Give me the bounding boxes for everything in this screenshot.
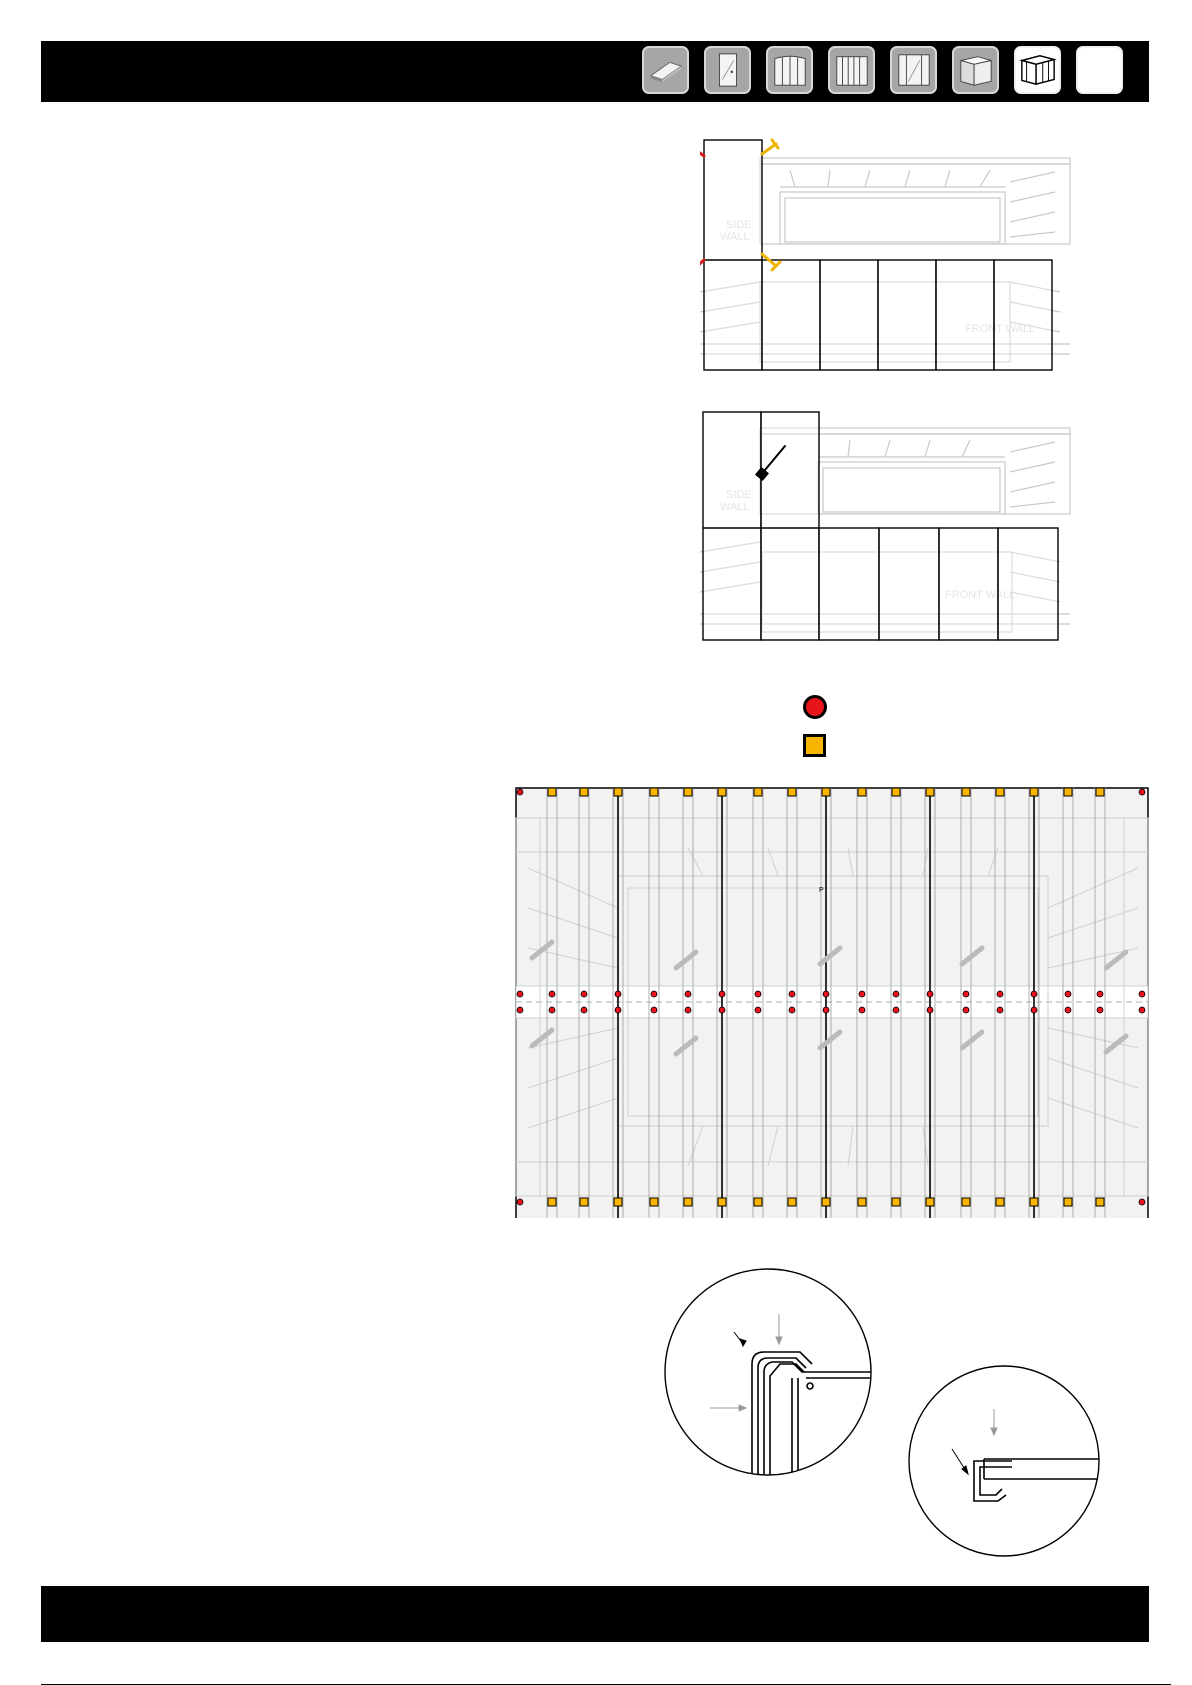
circle-marker (719, 1007, 725, 1013)
circle-marker (755, 1007, 761, 1013)
square-marker (614, 1198, 622, 1206)
circle-marker (685, 991, 691, 997)
circle-marker (517, 1199, 523, 1205)
shed-frame-icon[interactable] (952, 46, 999, 94)
square-marker (684, 1198, 692, 1206)
center-label: P (819, 887, 824, 894)
circle-marker (859, 991, 865, 997)
square-marker (892, 788, 900, 796)
square-marker (754, 788, 762, 796)
floor-icon[interactable] (642, 46, 689, 94)
circle-marker (1031, 991, 1037, 997)
circle-marker (517, 789, 523, 795)
circle-marker (517, 991, 523, 997)
square-marker (788, 788, 796, 796)
circle-marker (997, 991, 1003, 997)
square-marker (1030, 788, 1038, 796)
square-marker (788, 1198, 796, 1206)
square-marker (650, 1198, 658, 1206)
circle-marker (927, 991, 933, 997)
circle-marker (755, 991, 761, 997)
shed-assembled-icon[interactable] (1014, 46, 1061, 94)
door-frame-icon[interactable] (890, 46, 937, 94)
circle-marker (615, 991, 621, 997)
circle-marker (1139, 789, 1145, 795)
circle-marker (823, 1007, 829, 1013)
square-marker (614, 788, 622, 796)
square-marker (1064, 1198, 1072, 1206)
circle-marker (1097, 991, 1103, 997)
square-marker (926, 788, 934, 796)
circle-marker (549, 991, 555, 997)
corner-flashing-detail (660, 1268, 878, 1476)
square-marker (650, 788, 658, 796)
circle-marker (1139, 1199, 1145, 1205)
assembly-diagram-1 (700, 132, 1090, 382)
square-marker (1064, 788, 1072, 796)
circle-marker (549, 1007, 555, 1013)
circle-marker (517, 1007, 523, 1013)
circle-marker (1097, 1007, 1103, 1013)
circle-marker (581, 1007, 587, 1013)
circle-marker (789, 1007, 795, 1013)
circle-marker (1065, 1007, 1071, 1013)
square-marker (580, 788, 588, 796)
square-marker (926, 1198, 934, 1206)
roof-plan-background (516, 788, 1148, 1218)
square-marker (822, 1198, 830, 1206)
circle-marker (581, 991, 587, 997)
wall-panels-icon[interactable] (766, 46, 813, 94)
circle-marker (1139, 1007, 1145, 1013)
circle-marker (719, 991, 725, 997)
circle-marker (963, 991, 969, 997)
circle-marker (859, 1007, 865, 1013)
footer-bar (41, 1586, 1149, 1642)
square-marker (548, 1198, 556, 1206)
wall-panels-alt-icon[interactable] (828, 46, 875, 94)
circle-marker (823, 991, 829, 997)
door-panel-icon[interactable] (704, 46, 751, 94)
square-marker (1096, 788, 1104, 796)
circle-marker (1065, 991, 1071, 997)
header-bar (41, 41, 1149, 102)
square-marker (858, 1198, 866, 1206)
square-marker-icon (803, 734, 826, 757)
gutter-profile-detail (904, 1361, 1104, 1561)
square-marker (684, 788, 692, 796)
blank-step-icon[interactable] (1076, 46, 1123, 94)
square-marker (996, 788, 1004, 796)
legend (800, 694, 832, 766)
square-marker (1030, 1198, 1038, 1206)
circle-marker (893, 1007, 899, 1013)
square-marker (996, 1198, 1004, 1206)
square-marker (580, 1198, 588, 1206)
circle-marker (615, 1007, 621, 1013)
circle-marker (927, 1007, 933, 1013)
circle-marker (789, 991, 795, 997)
circle-marker (651, 991, 657, 997)
wall-panels (703, 412, 1058, 640)
square-marker (822, 788, 830, 796)
square-marker (1096, 1198, 1104, 1206)
wall-panels (704, 140, 1052, 370)
circle-marker-icon (803, 695, 827, 719)
square-marker (548, 788, 556, 796)
square-marker (962, 1198, 970, 1206)
circle-marker (685, 1007, 691, 1013)
circle-marker (651, 1007, 657, 1013)
square-marker (754, 1198, 762, 1206)
assembly-diagram-2 (700, 402, 1090, 652)
circle-marker (997, 1007, 1003, 1013)
square-marker (858, 788, 866, 796)
circle-marker (963, 1007, 969, 1013)
circle-marker (893, 991, 899, 997)
square-marker (892, 1198, 900, 1206)
circle-marker (1139, 991, 1145, 997)
roof-fixing-plan (508, 778, 1176, 1218)
circle-marker (1031, 1007, 1037, 1013)
step-navigation (642, 46, 1123, 94)
square-marker (962, 788, 970, 796)
square-marker (718, 1198, 726, 1206)
yellow-tool-icon (762, 140, 780, 270)
square-marker (718, 788, 726, 796)
